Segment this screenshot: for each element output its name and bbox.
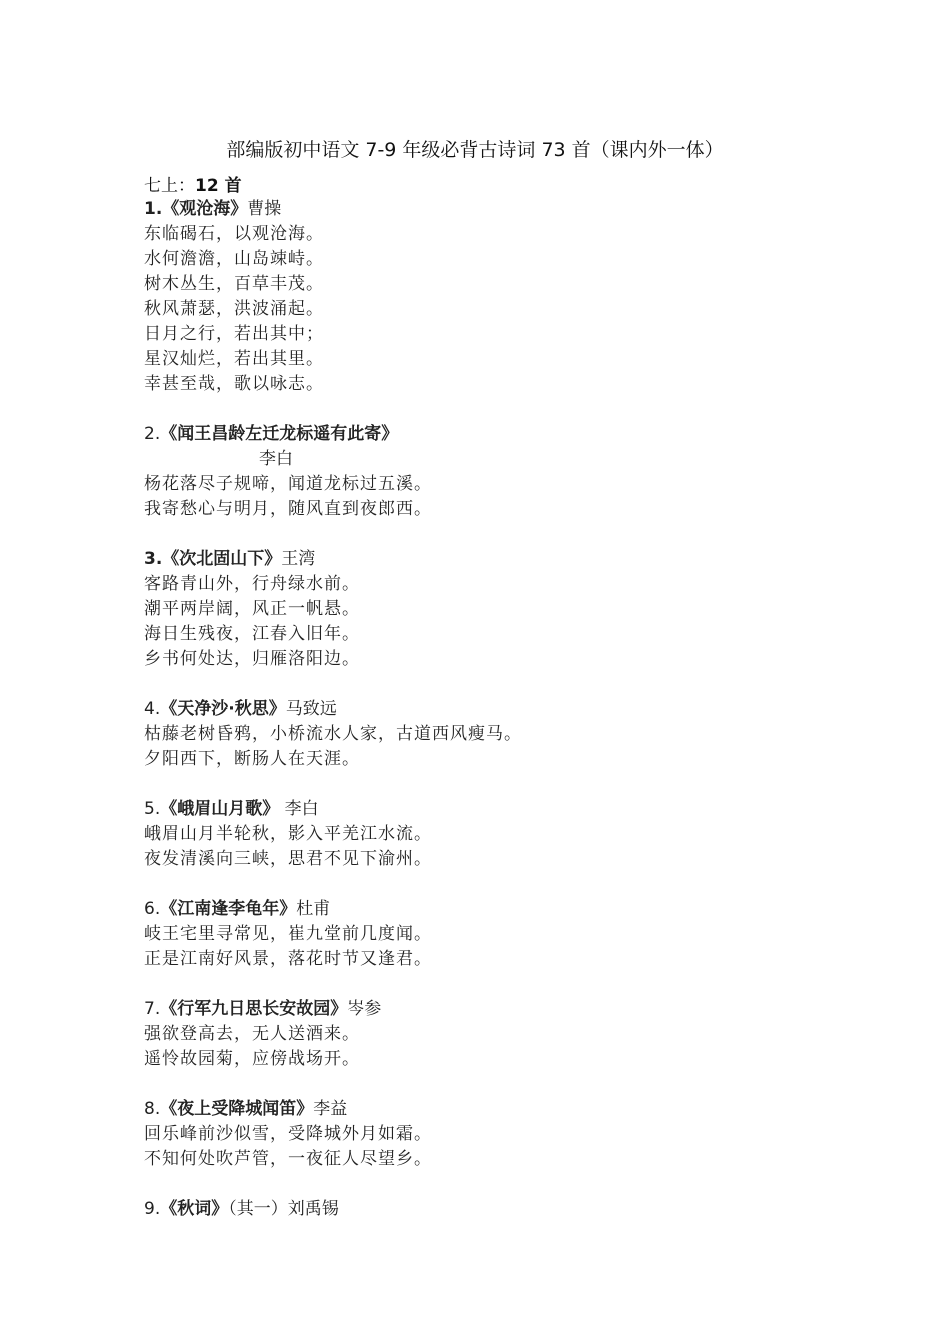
poem-title-text: 《闻王昌龄左迁龙标遥有此寄》 <box>160 424 399 444</box>
poem-title-text: 《行军九日思长安故园》 <box>160 999 348 1019</box>
poem-number: 5. <box>144 799 161 819</box>
poem-number: 4. <box>144 699 161 719</box>
poem <box>144 547 864 672</box>
poem-line: 我寄愁心与明月，随风直到夜郎西。 <box>144 499 432 519</box>
poem-line: 夜发清溪向三峡，思君不见下渝州。 <box>144 849 432 869</box>
poem-title <box>144 897 864 922</box>
poem <box>144 897 864 972</box>
poem-number: 2. <box>144 424 161 444</box>
poem-number: 1. <box>144 199 163 219</box>
poem-line: 岐王宅里寻常见，崔九堂前几度闻。 <box>144 924 432 944</box>
poem-title-text: 《天净沙·秋思》 <box>160 699 286 719</box>
section-heading <box>144 174 242 198</box>
poem-line: 树木丛生，百草丰茂。 <box>144 274 324 294</box>
poem-author: 岑参 <box>347 999 382 1019</box>
poem-author: 李益 <box>313 1099 348 1119</box>
poem-number: 6. <box>144 899 161 919</box>
poem <box>144 422 864 522</box>
poem-title-text: 《秋词》 <box>160 1199 229 1219</box>
poem-author: （其一）刘禹锡 <box>228 1199 339 1219</box>
section-label: 七上： <box>144 176 195 196</box>
poem-author: 李白 <box>279 799 319 819</box>
poem-author: 杜甫 <box>296 899 331 919</box>
poem-author: 王湾 <box>281 549 316 569</box>
poem-line: 回乐峰前沙似雪，受降城外月如霜。 <box>144 1124 432 1144</box>
poem-title <box>144 422 864 447</box>
poem-line: 日月之行，若出其中； <box>144 324 324 344</box>
poem <box>144 197 864 397</box>
poem-title <box>144 797 864 822</box>
poem <box>144 997 864 1072</box>
poem-line: 东临碣石，以观沧海。 <box>144 224 324 244</box>
poem-line: 杨花落尽子规啼，闻道龙标过五溪。 <box>144 474 432 494</box>
poem-line: 遥怜故园菊，应傍战场开。 <box>144 1049 360 1069</box>
poem <box>144 697 864 772</box>
poem-author: 马致远 <box>285 699 337 719</box>
poem-line: 枯藤老树昏鸦，小桥流水人家，古道西风瘦马。 <box>144 724 522 744</box>
poem-number: 7. <box>144 999 161 1019</box>
poem-line: 乡书何处达，归雁洛阳边。 <box>144 649 360 669</box>
poem-line: 强欲登高去，无人送酒来。 <box>144 1024 360 1044</box>
poem <box>144 1097 864 1172</box>
poem-title-text: 《江南逢李龟年》 <box>160 899 297 919</box>
poem-title-text: 《观沧海》 <box>162 199 248 219</box>
poem-line: 海日生残夜，江春入旧年。 <box>144 624 360 644</box>
poem-line: 幸甚至哉，歌以咏志。 <box>144 374 324 394</box>
poem-title <box>144 1097 864 1122</box>
poem <box>144 1197 864 1222</box>
poem-list <box>144 197 864 1247</box>
poem-line: 峨眉山月半轮秋，影入平羌江水流。 <box>144 824 432 844</box>
section-count: 12 首 <box>195 176 242 196</box>
poem <box>144 797 864 872</box>
poem-number: 9. <box>144 1199 161 1219</box>
poem-title-text: 《夜上受降城闻笛》 <box>160 1099 314 1119</box>
poem-number: 8. <box>144 1099 161 1119</box>
poem-title <box>144 1197 864 1222</box>
poem-line: 水何澹澹，山岛竦峙。 <box>144 249 324 269</box>
poem-title <box>144 697 864 722</box>
poem-line: 不知何处吹芦管，一夜征人尽望乡。 <box>144 1149 432 1169</box>
poem-title <box>144 197 864 222</box>
poem-line: 星汉灿烂，若出其里。 <box>144 349 324 369</box>
poem-line: 夕阳西下，断肠人在天涯。 <box>144 749 360 769</box>
poem-author-line <box>144 447 864 472</box>
poem-author: 曹操 <box>247 199 282 219</box>
poem-line: 潮平两岸阔，风正一帆悬。 <box>144 599 360 619</box>
poem-author: 李白 <box>259 449 293 469</box>
poem-title <box>144 547 864 572</box>
poem-line: 正是江南好风景，落花时节又逢君。 <box>144 949 432 969</box>
poem-line: 秋风萧瑟，洪波涌起。 <box>144 299 324 319</box>
poem-title-text: 《峨眉山月歌》 <box>160 799 280 819</box>
poem-title <box>144 997 864 1022</box>
document-title: 部编版初中语文 7-9 年级必背古诗词 73 首（课内外一体） <box>226 139 724 161</box>
poem-number: 3. <box>144 549 163 569</box>
poem-title-text: 《次北固山下》 <box>162 549 282 569</box>
poem-line: 客路青山外，行舟绿水前。 <box>144 574 360 594</box>
